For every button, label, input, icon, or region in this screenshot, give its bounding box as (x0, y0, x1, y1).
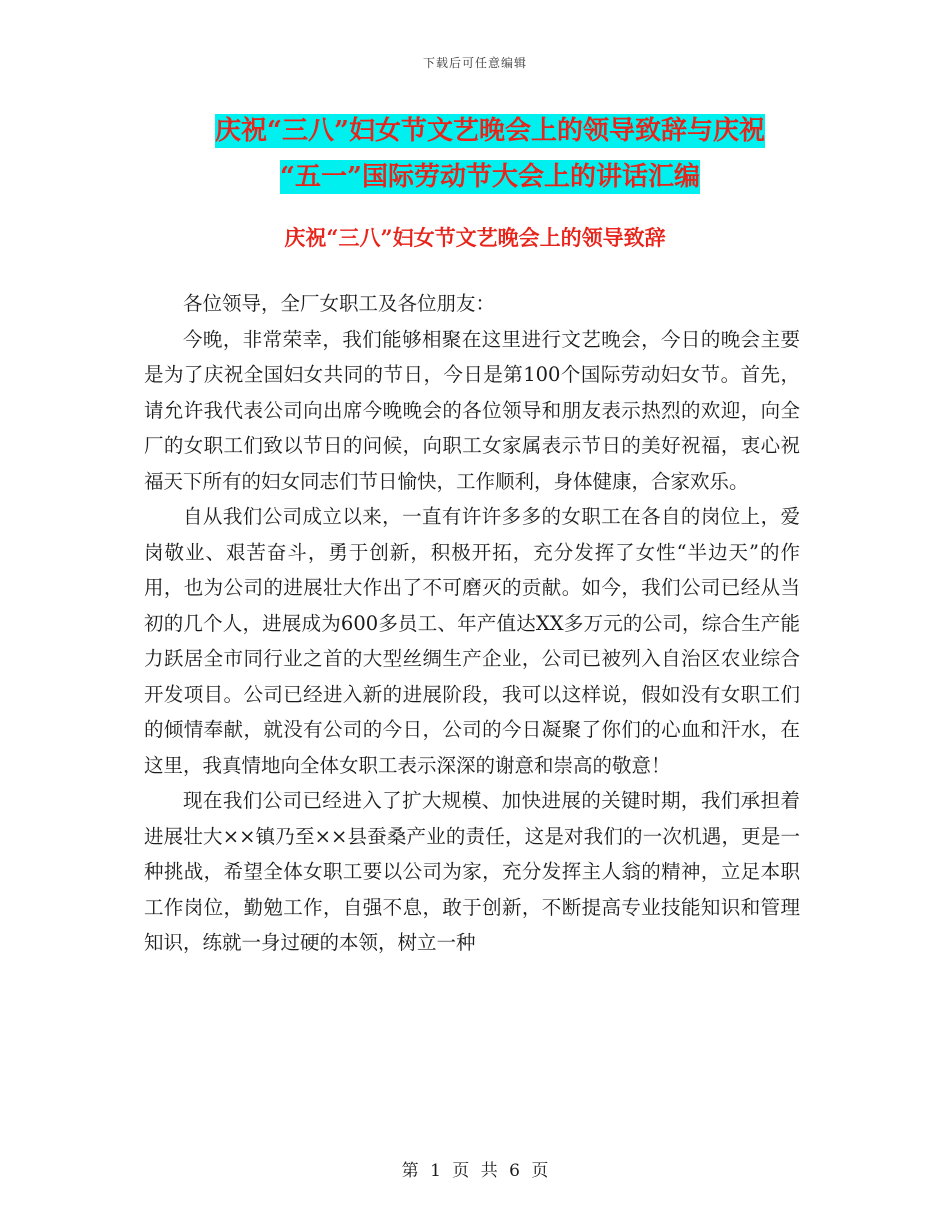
document-body (144, 286, 800, 961)
page-header-note: 下载后可任意编辑 (422, 56, 527, 70)
document-title (130, 108, 850, 200)
section-title: 庆祝“三八”妇女节文艺晚会上的领导致辞 (284, 225, 666, 250)
document-title-line-1: 庆祝“三八”妇女节文艺晚会上的领导致辞与庆祝 (215, 116, 765, 146)
body-paragraph: 今晚，非常荣幸，我们能够相聚在这里进行文艺晚会，今日的晚会主要是为了庆祝全国妇女共同的节日，今日是第100个国际劳动妇女节。首先，请允许我代表公司向出席今晚晚会的各位领导和朋友表示热烈的欢迎，向全厂的女职工们致以节日的问候，向职工女家属表示节日的美好祝福，衷心祝福天下所有的妇女同志们节日愉快，工作顺利，身体健康，合家欢乐。 (144, 327, 800, 493)
body-paragraph-salutation: 各位领导，全厂女职工及各位朋友： (183, 292, 496, 315)
document-title-line-2: “五一”国际劳动节大会上的讲话汇编 (280, 162, 700, 192)
body-paragraph: 现在我们公司已经进入了扩大规模、加快进展的关键时期，我们承担着进展壮大××镇乃至××县蚕桑产业的责任，这是对我们的一次机遇，更是一种挑战，希望全体女职工要以公司为家，充分发挥主人翁的精神，立足本职工作岗位，勤勉工作，自强不息，敢于创新，不断提高专业技能知识和管理知识，练就一身过硬的本领，树立一种 (144, 789, 800, 954)
page-footer: 第 1 页 共 6 页 (401, 1161, 549, 1181)
body-paragraph: 自从我们公司成立以来，一直有许许多多的女职工在各自的岗位上，爱岗敬业、艰苦奋斗，勇于创新，积极开拓，充分发挥了女性“半边天”的作用，也为公司的进展壮大作出了不可磨灭的贡献。如今，我们公司已经从当初的几个人，进展成为600多员工、年产值达XX多万元的公司，综合生产能力跃居全市同行业之首的大型丝绸生产企业，公司已被列入自治区农业综合开发项目。公司已经进入新的进展阶段，我可以这样说，假如没有女职工们的倾情奉献，就没有公司的今日，公司的今日凝聚了你们的心血和汗水，在这里，我真情地向全体女职工表示深深的谢意和崇高的敬意！ (144, 505, 800, 777)
